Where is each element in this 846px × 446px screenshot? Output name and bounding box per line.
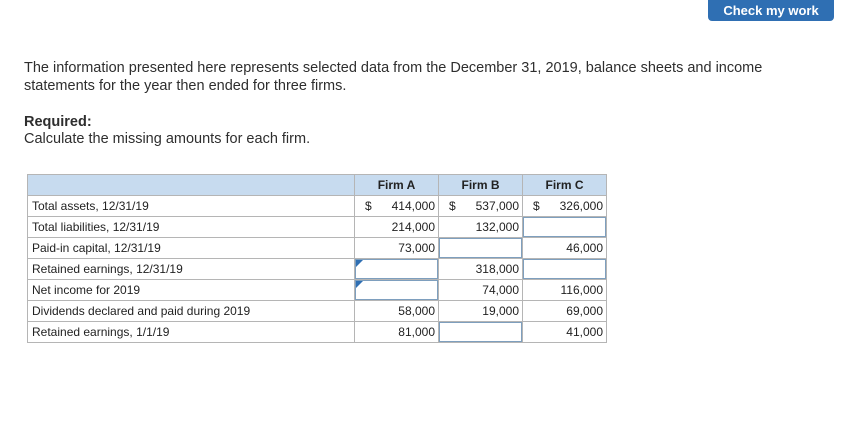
answer-input-firm-b-retained-earnings-begin[interactable] bbox=[439, 322, 523, 343]
value-cell bbox=[355, 322, 439, 343]
table-row bbox=[28, 196, 607, 217]
value-cell bbox=[355, 196, 439, 217]
value-text: 74,000 bbox=[482, 283, 519, 297]
column-header-firm-a: Firm A bbox=[355, 175, 439, 196]
value-cell bbox=[523, 280, 607, 301]
table-row bbox=[28, 259, 607, 280]
value-cell bbox=[523, 301, 607, 322]
answer-indicator-icon bbox=[356, 281, 363, 288]
value-cell bbox=[355, 301, 439, 322]
value-cell bbox=[355, 217, 439, 238]
value-cell bbox=[439, 301, 523, 322]
answer-input-firm-a-net-income[interactable] bbox=[355, 280, 439, 301]
value-cell bbox=[439, 259, 523, 280]
table-row bbox=[28, 322, 607, 343]
value-text: 214,000 bbox=[391, 220, 435, 234]
value-cell bbox=[523, 238, 607, 259]
value-cell bbox=[439, 196, 523, 217]
table-header-blank bbox=[28, 175, 355, 196]
value-cell bbox=[355, 238, 439, 259]
answer-indicator-icon bbox=[356, 260, 363, 267]
answer-input-firm-b-paid-in-capital[interactable] bbox=[439, 238, 523, 259]
value-text: 46,000 bbox=[566, 241, 603, 255]
answer-input-firm-c-retained-earnings-end[interactable] bbox=[523, 259, 607, 280]
value-text: 116,000 bbox=[560, 283, 603, 297]
check-my-work-button[interactable]: Check my work bbox=[708, 0, 834, 21]
value-text: 132,000 bbox=[475, 220, 519, 234]
row-label: Net income for 2019 bbox=[28, 280, 355, 301]
value-text: 537,000 bbox=[475, 199, 519, 213]
value-text: 81,000 bbox=[398, 325, 435, 339]
value-text: 19,000 bbox=[482, 304, 519, 318]
row-label: Paid-in capital, 12/31/19 bbox=[28, 238, 355, 259]
row-label: Total liabilities, 12/31/19 bbox=[28, 217, 355, 238]
row-label: Dividends declared and paid during 2019 bbox=[28, 301, 355, 322]
row-label: Retained earnings, 12/31/19 bbox=[28, 259, 355, 280]
row-label: Retained earnings, 1/1/19 bbox=[28, 322, 355, 343]
table-row bbox=[28, 301, 607, 322]
intro-text: The information presented here represents selected data from the December 31, 2019, balance sheets and income statements for the year then ended for three firms. bbox=[24, 60, 763, 94]
value-text: 58,000 bbox=[398, 304, 435, 318]
answer-input-firm-a-retained-earnings-end[interactable] bbox=[355, 259, 439, 280]
row-label: Total assets, 12/31/19 bbox=[28, 196, 355, 217]
dollar-sign: $ bbox=[365, 199, 372, 213]
required-heading: Required: bbox=[24, 114, 92, 130]
table-row bbox=[28, 238, 607, 259]
value-text: 326,000 bbox=[559, 199, 603, 213]
value-cell bbox=[523, 196, 607, 217]
value-cell bbox=[523, 322, 607, 343]
required-instructions: Calculate the missing amounts for each firm. bbox=[24, 131, 311, 147]
value-text: 69,000 bbox=[566, 304, 603, 318]
answer-input-firm-c-total-liabilities[interactable] bbox=[523, 217, 607, 238]
value-text: 41,000 bbox=[566, 325, 603, 339]
value-cell bbox=[439, 280, 523, 301]
value-text: 414,000 bbox=[391, 199, 435, 213]
value-cell bbox=[439, 217, 523, 238]
column-header-firm-c: Firm C bbox=[523, 175, 607, 196]
value-text: 318,000 bbox=[475, 262, 519, 276]
value-text: 73,000 bbox=[398, 241, 435, 255]
dollar-sign: $ bbox=[449, 199, 456, 213]
dollar-sign: $ bbox=[533, 199, 540, 213]
column-header-firm-b: Firm B bbox=[439, 175, 523, 196]
firm-data-table bbox=[27, 174, 607, 343]
table-row bbox=[28, 280, 607, 301]
table-row bbox=[28, 217, 607, 238]
table-header-row bbox=[28, 175, 607, 196]
